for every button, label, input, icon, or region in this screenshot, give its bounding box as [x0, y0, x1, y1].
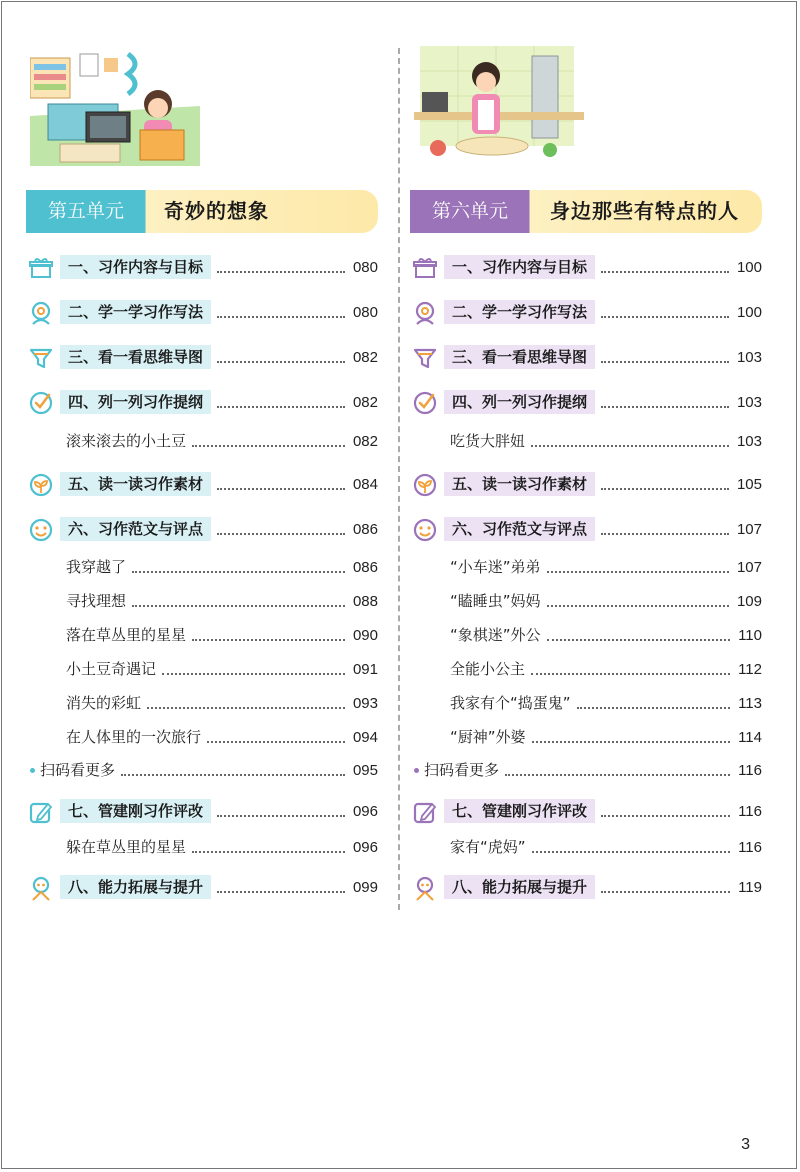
dot-leader — [207, 729, 345, 743]
person-icon — [28, 300, 54, 326]
check-icon — [412, 390, 438, 416]
toc-page-number: 103 — [736, 349, 762, 366]
dot-leader — [192, 433, 345, 447]
unit-number: 第五单元 — [47, 200, 124, 222]
toc-section-row — [26, 343, 378, 371]
face-icon — [412, 875, 438, 901]
toc-page-number: 099 — [352, 879, 378, 896]
toc-article-row — [26, 587, 378, 615]
dot-leader — [162, 661, 345, 675]
toc-page-number: 116 — [738, 803, 762, 820]
unit-theme: 身边那些有特点的人 — [550, 199, 739, 223]
toc-page-number: 082 — [352, 394, 378, 411]
toc-article-row — [26, 553, 378, 581]
sprout-icon — [412, 472, 438, 498]
toc-article-row — [410, 833, 762, 861]
dot-leader — [532, 729, 730, 743]
toc-page-number: 103 — [736, 394, 762, 411]
page-number: 3 — [741, 1136, 750, 1153]
dot-leader — [217, 476, 345, 490]
toc-section-row — [26, 388, 378, 416]
toc-entry-label: 三、看一看思维导图 — [444, 345, 595, 369]
toc-article-row — [410, 553, 762, 581]
dot-leader — [547, 559, 729, 573]
toc-section-row — [410, 253, 762, 281]
dot-leader — [601, 476, 729, 490]
girl-at-computer-illustration — [30, 46, 200, 166]
person-icon — [412, 300, 438, 326]
toc-article-row — [26, 723, 378, 751]
toc-entry-label: 我穿越了 — [66, 558, 127, 576]
toc-page-number: 094 — [352, 729, 378, 746]
toc-article-row — [26, 689, 378, 717]
toc-section-row — [410, 873, 762, 901]
toc-entry-label: 八、能力拓展与提升 — [60, 875, 211, 899]
toc-entry-label: 一、习作内容与目标 — [444, 255, 595, 279]
dot-leader — [601, 259, 729, 273]
toc-page-number: 100 — [736, 304, 762, 321]
toc-entry-label: 在人体里的一次旅行 — [66, 728, 202, 746]
toc-article-row — [26, 621, 378, 649]
toc-page-number: 100 — [736, 259, 762, 276]
toc-article-row — [410, 723, 762, 751]
scan-more-row — [410, 756, 762, 784]
pencil-icon — [28, 799, 54, 825]
dot-leader — [147, 695, 345, 709]
dot-leader — [601, 349, 729, 363]
column-divider — [398, 48, 400, 910]
toc-page-number: 107 — [736, 559, 762, 576]
toc-entry-label: 六、习作范文与评点 — [60, 517, 211, 541]
toc-entry-label: 寻找理想 — [66, 592, 127, 610]
toc-entry-label: 六、习作范文与评点 — [444, 517, 595, 541]
dot-leader — [547, 593, 729, 607]
dot-leader — [132, 559, 345, 573]
toc-section-row — [410, 797, 762, 825]
dot-leader — [532, 839, 730, 853]
dot-leader — [121, 762, 345, 776]
toc-page-number: 086 — [352, 559, 378, 576]
dot-leader — [601, 879, 730, 893]
toc-page-number: 086 — [352, 521, 378, 538]
toc-entry-label: 五、读一读习作素材 — [60, 472, 211, 496]
toc-entry-label: “小车迷”弟弟 — [450, 558, 541, 576]
face-icon — [28, 875, 54, 901]
toc-section-row — [26, 470, 378, 498]
toc-section-row — [410, 388, 762, 416]
dot-leader — [547, 627, 730, 641]
bullet-dot-icon — [30, 768, 35, 773]
toc-entry-label: 一、习作内容与目标 — [60, 255, 211, 279]
toc-entry-label: 滚来滚去的小土豆 — [66, 432, 187, 450]
toc-entry-label: “象棋迷”外公 — [450, 626, 541, 644]
toc-article-row — [26, 427, 378, 455]
unit-banner — [410, 190, 762, 233]
toc-section-row — [410, 343, 762, 371]
dot-leader — [217, 394, 345, 408]
toc-page-number: 093 — [352, 695, 378, 712]
dot-leader — [601, 304, 729, 318]
toc-page-number: 113 — [738, 695, 762, 712]
toc-section-row — [26, 253, 378, 281]
toc-page-number: 116 — [738, 762, 762, 779]
toc-page-number: 110 — [738, 627, 762, 644]
toc-entry-label: 躲在草丛里的星星 — [66, 838, 187, 856]
dot-leader — [217, 304, 345, 318]
toc-entry-label: 扫码看更多 — [424, 761, 500, 779]
toc-entry-label: 五、读一读习作素材 — [444, 472, 595, 496]
dot-leader — [601, 803, 730, 817]
dot-leader — [577, 695, 730, 709]
toc-section-row — [26, 515, 378, 543]
toc-entry-label: 全能小公主 — [450, 660, 526, 678]
toc-section-row — [26, 298, 378, 326]
toc-page-number: 080 — [352, 304, 378, 321]
gift-icon — [412, 255, 438, 281]
toc-article-row — [410, 655, 762, 683]
filter-icon — [412, 345, 438, 371]
toc-page-number: 103 — [736, 433, 762, 450]
toc-section-row — [410, 470, 762, 498]
dot-leader — [505, 762, 730, 776]
toc-entry-label: 八、能力拓展与提升 — [444, 875, 595, 899]
toc-article-row — [26, 833, 378, 861]
bullet-dot-icon — [414, 768, 419, 773]
unit-number: 第六单元 — [431, 200, 508, 222]
toc-entry-label: 七、管建刚习作评改 — [60, 799, 211, 823]
smiley-icon — [28, 517, 54, 543]
toc-page-number: 090 — [352, 627, 378, 644]
toc-article-row — [410, 689, 762, 717]
dot-leader — [601, 394, 729, 408]
toc-page-number: 114 — [738, 729, 762, 746]
toc-entry-label: 七、管建刚习作评改 — [444, 799, 595, 823]
dot-leader — [217, 521, 345, 535]
toc-page-number: 095 — [352, 762, 378, 779]
toc-page-number: 082 — [352, 433, 378, 450]
toc-entry-label: 扫码看更多 — [40, 761, 116, 779]
toc-page-number: 088 — [352, 593, 378, 610]
toc-entry-label: 消失的彩虹 — [66, 694, 142, 712]
unit-banner — [26, 190, 378, 233]
toc-entry-label: 四、列一列习作提纲 — [444, 390, 595, 414]
toc-page-number: 116 — [738, 839, 762, 856]
toc-section-row — [26, 873, 378, 901]
dot-leader — [601, 521, 729, 535]
dot-leader — [217, 349, 345, 363]
toc-page-number: 107 — [736, 521, 762, 538]
woman-in-kitchen-illustration — [414, 46, 584, 166]
toc-page-number: 080 — [352, 259, 378, 276]
toc-page-number: 096 — [352, 839, 378, 856]
toc-section-row — [410, 298, 762, 326]
toc-entry-label: 我家有个“捣蛋鬼” — [450, 694, 571, 712]
toc-entry-label: 家有“虎妈” — [450, 838, 526, 856]
toc-entry-label: 二、学一学习作写法 — [444, 300, 595, 324]
pencil-icon — [412, 799, 438, 825]
smiley-icon — [412, 517, 438, 543]
toc-section-row — [26, 797, 378, 825]
dot-leader — [192, 839, 345, 853]
toc-page-number: 082 — [352, 349, 378, 366]
check-icon — [28, 390, 54, 416]
dot-leader — [132, 593, 345, 607]
dot-leader — [531, 661, 730, 675]
dot-leader — [217, 259, 345, 273]
unit-theme: 奇妙的想象 — [164, 199, 269, 223]
toc-entry-label: “厨神”外婆 — [450, 728, 526, 746]
toc-page-number: 109 — [736, 593, 762, 610]
toc-entry-label: 吃货大胖妞 — [450, 432, 526, 450]
sprout-icon — [28, 472, 54, 498]
scan-more-row — [26, 756, 378, 784]
toc-article-row — [410, 427, 762, 455]
filter-icon — [28, 345, 54, 371]
toc-page-number: 112 — [738, 661, 762, 678]
toc-section-row — [410, 515, 762, 543]
gift-icon — [28, 255, 54, 281]
toc-article-row — [410, 621, 762, 649]
toc-entry-label: “瞌睡虫”妈妈 — [450, 592, 541, 610]
toc-entry-label: 小土豆奇遇记 — [66, 660, 157, 678]
toc-page-number: 119 — [738, 879, 762, 896]
toc-article-row — [26, 655, 378, 683]
toc-page-number: 084 — [352, 476, 378, 493]
toc-page-number: 091 — [352, 661, 378, 678]
toc-page-number: 105 — [736, 476, 762, 493]
toc-entry-label: 三、看一看思维导图 — [60, 345, 211, 369]
dot-leader — [531, 433, 729, 447]
toc-entry-label: 落在草丛里的星星 — [66, 626, 187, 644]
toc-page-number: 096 — [352, 803, 378, 820]
toc-article-row — [410, 587, 762, 615]
dot-leader — [192, 627, 345, 641]
toc-entry-label: 二、学一学习作写法 — [60, 300, 211, 324]
toc-entry-label: 四、列一列习作提纲 — [60, 390, 211, 414]
dot-leader — [217, 803, 345, 817]
dot-leader — [217, 879, 345, 893]
